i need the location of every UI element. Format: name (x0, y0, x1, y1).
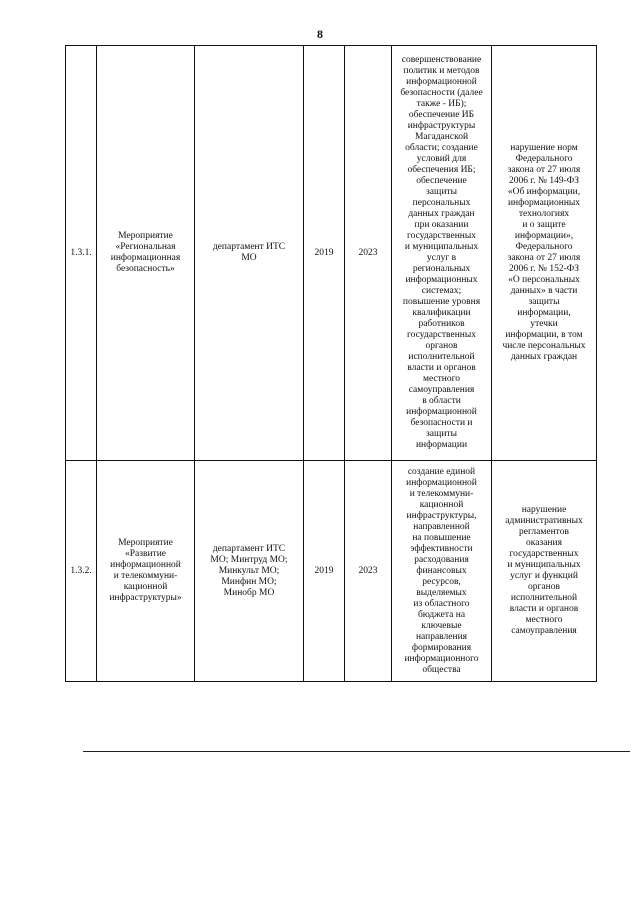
page-divider (83, 751, 630, 752)
measure-name: Мероприятие «Развитие информационной и телекоммуни- кационной инфраструктуры» (109, 538, 182, 603)
row-number: 1.3.2. (66, 461, 97, 682)
tasks-text: совершенствование политик и методов информационной безопасности (далее также - ИБ); обеспечение ИБ инфраструктуры Магаданской области; создание условий для обеспечения ИБ; обеспечение защиты персональных данных граждан при оказании государственных и муниципальных услуг в региональных информационных системах; повышение уровня квалификации работников государственных органов исполнительной власти и органов местного самоуправления в области информационной безопасности и защиты информации (400, 55, 483, 450)
risks-text: нарушение норм Федерального закона от 27 июля 2006 г. № 149-ФЗ «Об информации, информационных технологиях и о защите информации», Федерального закона от 27 июля 2006 г. № 152-ФЗ «О персональных данных» в части защиты информации, утечки информации, в том числе персональных данных граждан (502, 143, 586, 362)
end-year: 2023 (345, 461, 392, 682)
end-year: 2023 (345, 46, 392, 461)
executor: департамент ИТС МО (212, 242, 286, 263)
table-row (66, 461, 597, 682)
tasks-text: создание единой информационной и телекоммуни- кационной инфраструктуры, направленной на повышение эффективности расходования финансовых ресурсов, выделяемых из областного бюджета на ключевые направления формирования информационного общества (404, 466, 479, 675)
table-row (66, 46, 597, 461)
risks-text: нарушение административных регламентов оказания государственных и муниципальных услуг и функций органов исполнительной власти и органов местного самоуправления (505, 505, 583, 636)
executor: департамент ИТС МО; Минтруд МО; Минкульт МО; Минфин МО; Минобр МО (210, 543, 288, 598)
measure-name: Мероприятие «Региональная информационная безопасность» (110, 231, 181, 274)
row-number: 1.3.1. (66, 46, 97, 461)
measures-table (65, 45, 597, 682)
start-year: 2019 (304, 46, 345, 461)
start-year: 2019 (304, 461, 345, 682)
page-number: 8 (317, 27, 323, 41)
